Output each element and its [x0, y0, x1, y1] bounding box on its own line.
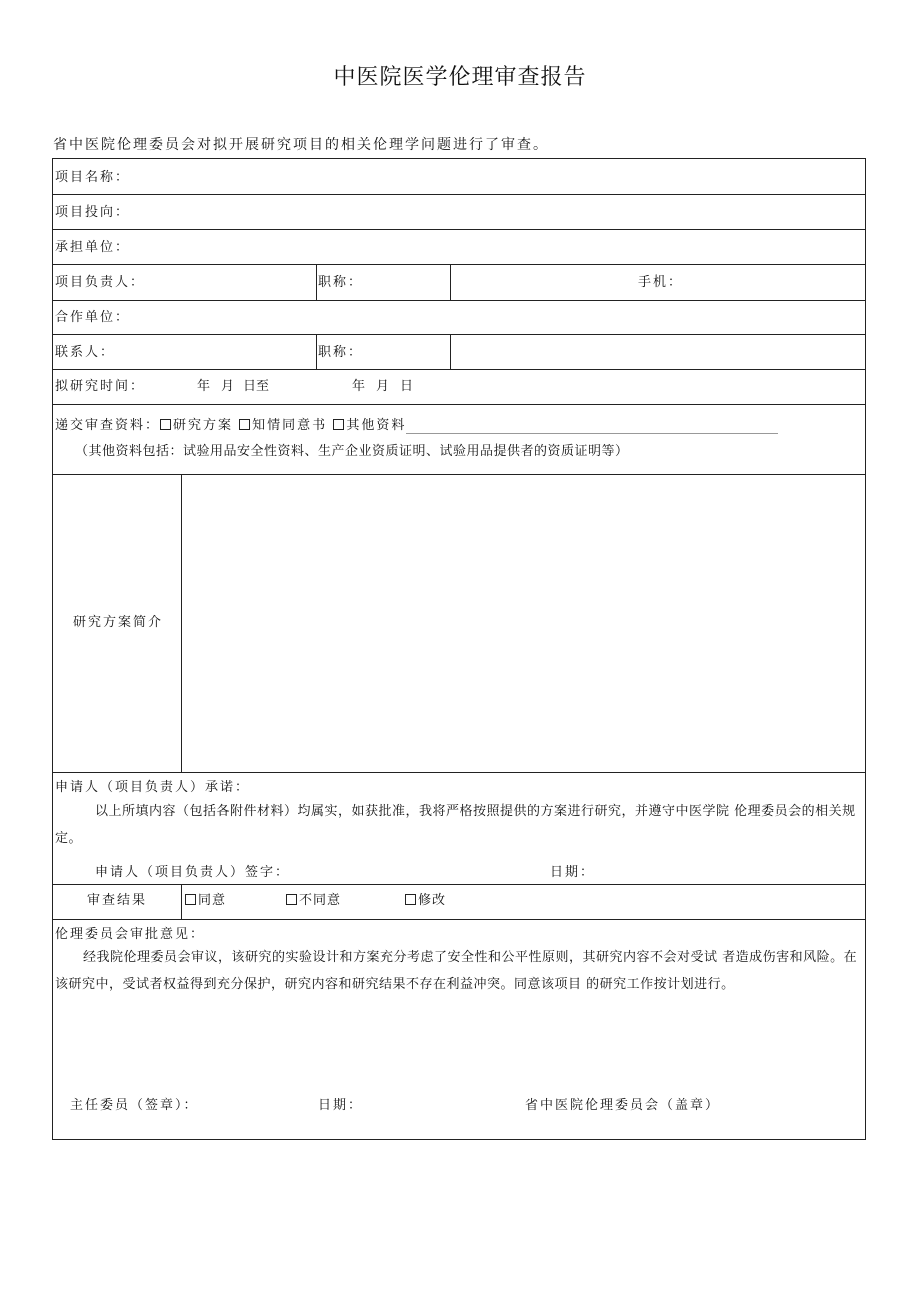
row-divider: [53, 404, 865, 405]
phone-label: 手机：: [638, 275, 684, 290]
review-option-modify-label: 修改: [418, 893, 447, 908]
undertaking-unit-label: 承担单位：: [55, 240, 131, 255]
column-divider: [316, 264, 317, 300]
materials-option-plan: 研究方案: [173, 418, 234, 433]
time-year-1: 年: [197, 379, 211, 394]
column-divider: [316, 334, 317, 369]
commitment-signature-label: 申请人（项目负责人）签字：: [95, 865, 291, 880]
materials-option-other: 其他资料: [346, 418, 407, 433]
materials-line: [55, 418, 778, 434]
checkbox-disagree[interactable]: [286, 894, 297, 905]
project-name-label: 项目名称：: [55, 170, 131, 185]
review-option-modify[interactable]: [405, 893, 446, 909]
committee-body: 经我院伦理委员会审议，该研究的实验设计和方案充分考虑了安全性和公平性原则，其研究内容不会对受试 者造成伤害和风险。在该研究中，受试者权益得到充分保护，研究内容和研究结果不存在利益冲突。同意该项目 的研究工作按计划进行。: [55, 950, 858, 992]
column-divider: [181, 474, 182, 772]
chair-signature-label: 主任委员（签章）：: [70, 1098, 199, 1113]
checkbox-plan[interactable]: [160, 419, 171, 430]
column-divider: [450, 334, 451, 369]
checkbox-other[interactable]: [333, 419, 344, 430]
review-option-agree-label: 同意: [198, 893, 227, 908]
time-day-2: 日: [400, 379, 414, 394]
time-month-1: 月: [221, 379, 235, 394]
row-divider: [53, 300, 865, 301]
partner-unit-label: 合作单位：: [55, 310, 131, 325]
time-year-2: 年: [352, 379, 366, 394]
materials-option-consent: 知情同意书: [252, 418, 328, 433]
page-title: 中医院医学伦理审查报告: [333, 65, 587, 90]
review-result-label: 审查结果: [87, 893, 148, 908]
column-divider: [181, 884, 182, 919]
commitment-heading: 申请人（项目负责人）承诺：: [55, 780, 251, 795]
materials-note: （其他资料包括：试验用品安全性资料、生产企业资质证明、试验用品提供者的资质证明等）: [75, 444, 629, 459]
plan-summary-label: 研究方案简介: [73, 615, 164, 630]
row-divider: [53, 884, 865, 885]
commitment-body: 以上所填内容（包括各附件材料）均属实，如获批准，我将严格按照提供的方案进行研究，并遵守中医学院 伦理委员会的相关规定。: [55, 804, 856, 846]
column-divider: [450, 264, 451, 300]
contact-label: 联系人：: [55, 345, 116, 360]
project-leader-label: 项目负责人：: [55, 275, 146, 290]
project-direction-label: 项目投向：: [55, 205, 131, 220]
planned-time-label: 拟研究时间：: [55, 379, 146, 394]
time-month-2: 月: [376, 379, 390, 394]
committee-heading: 伦理委员会审批意见：: [55, 927, 206, 942]
row-divider: [53, 772, 865, 773]
checkbox-modify[interactable]: [405, 894, 416, 905]
committee-date-label: 日期：: [318, 1098, 364, 1113]
row-divider: [53, 194, 865, 195]
review-option-disagree-label: 不同意: [299, 893, 342, 908]
review-option-agree[interactable]: [185, 893, 226, 909]
row-divider: [53, 334, 865, 335]
checkbox-agree[interactable]: [185, 894, 196, 905]
title-label-2: 职称：: [318, 345, 364, 360]
review-form-table: [52, 158, 866, 1140]
review-option-disagree[interactable]: [286, 893, 341, 909]
intro-text: 省中医院伦理委员会对拟开展研究项目的相关伦理学问题进行了审查。: [53, 137, 549, 153]
row-divider: [53, 229, 865, 230]
row-divider: [53, 369, 865, 370]
committee-seal-label: 省中医院伦理委员会（盖章）: [525, 1098, 721, 1113]
materials-label: 递交审查资料：: [55, 418, 161, 433]
commitment-date-label: 日期：: [550, 865, 596, 880]
row-divider: [53, 919, 865, 920]
checkbox-consent[interactable]: [239, 419, 250, 430]
row-divider: [53, 264, 865, 265]
other-materials-blank[interactable]: [406, 421, 778, 434]
time-day-to: 日至: [243, 379, 270, 394]
row-divider: [53, 474, 865, 475]
title-label: 职称：: [318, 275, 364, 290]
